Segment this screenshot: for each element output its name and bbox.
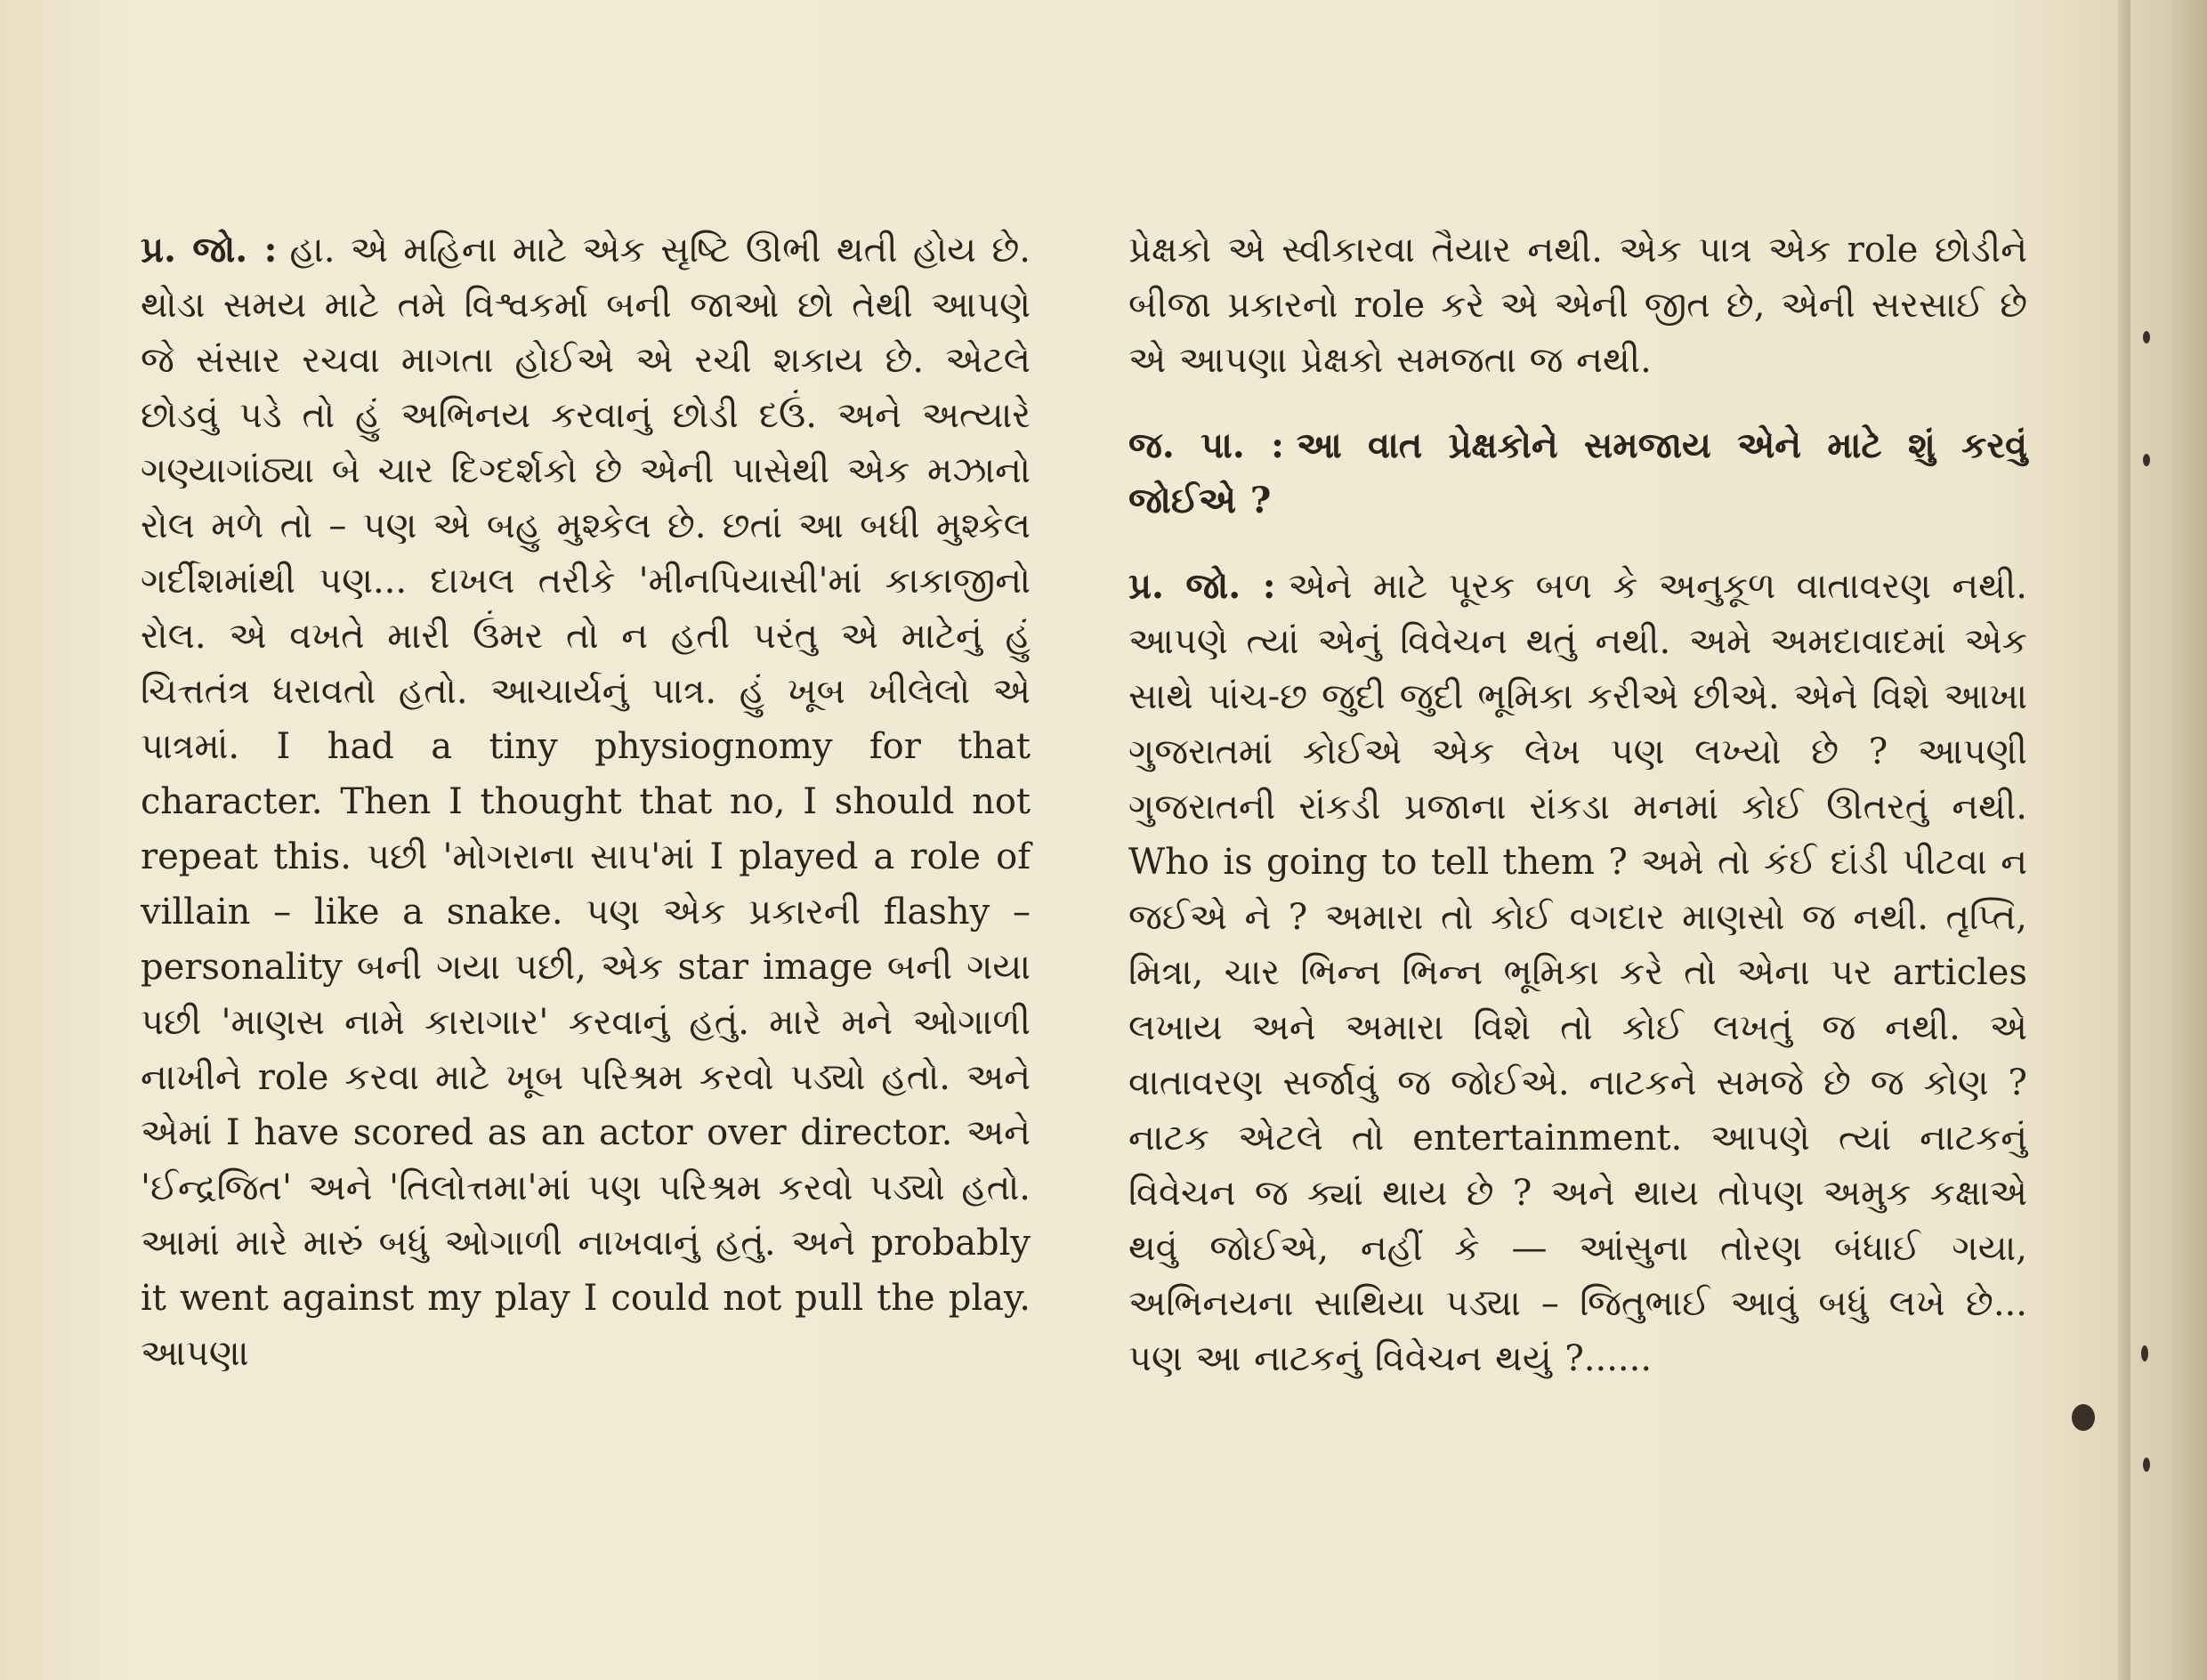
right-paragraph-question <box>1128 418 2027 529</box>
question-text: આ વાત પ્રેક્ષકોને સમજાય એને માટે શું કરવું જોઈએ ? <box>1128 424 2027 521</box>
paragraph-text: હા. એ મહિના માટે એક સૃષ્ટિ ઊભી થતી હોય છે. થોડા સમય માટે તમે વિશ્વકર્મા બની જાઓ છો તેથી આપણે જે સંસાર રચવા માગતા હોઈએ એ રચી શકાય છે. એટલે છોડવું પડે તો હું અભિનય કરવાનું છોડી દઉં. અને અત્યારે ગણ્યાગાંઠ્યા બે ચાર દિગ્દર્શકો છે એની પાસેથી એક મઝાનો રોલ મળે તો – પણ એ બહુ મુશ્કેલ છે. છતાં આ બધી મુશ્કેલ ગર્દીશમાંથી પણ... દાખલ તરીકે 'મીનપિયાસી'માં કાકાજીનો રોલ. એ વખતે મારી ઉંમર તો ન હતી પરંતુ એ માટેનું હું ચિત્તતંત્ર ધરાવતો હતો. આચાર્યનું પાત્ર. હું ખૂબ ખીલેલો એ પાત્રમાં. I had a tiny physiognomy for that character. Then I thought that no, I should not repeat this. પછી 'મોગરાના સાપ'માં I played a role of villain – like a snake. પણ એક પ્રકારની flashy – personality બની ગયા પછી, એક star image બની ગયા પછી 'માણસ નામે કારાગાર' કરવાનું હતું. મારે મને ઓગાળી નાખીને role કરવા માટે ખૂબ પરિશ્રમ કરવો પડ્યો હતો. અને એમાં I have scored as an actor over director. અને 'ઈન્દ્રજિત' અને 'તિલોત્તમા'માં પણ પરિશ્રમ કરવો પડ્યો હતો. આમાં મારે મારું બધું ઓગાળી નાખવાનું હતું. અને probably it went against my play I could not pull the play. આપણા <box>141 230 1031 1374</box>
right-page-edge <box>2118 0 2130 1680</box>
right-paragraph-answer <box>1128 559 2027 1386</box>
paragraph-text: એને માટે પૂરક બળ કે અનુકૂળ વાતાવરણ નથી. આપણે ત્યાં એનું વિવેચન થતું નથી. અમે અમદાવાદમાં એક સાથે પાંચ-છ જુદી જુદી ભૂમિકા કરીએ છીએ. એને વિશે આખા ગુજરાતમાં કોઈએ એક લેખ પણ લખ્યો છે ? આપણી ગુજરાતની રાંકડી પ્રજાના રાંકડા મનમાં કોઈ ઊતરતું નથી. Who is going to tell them ? અમે તો કંઈ દાંડી પીટવા ન જઈએ ને ? અમારા તો કોઈ વગદાર માણસો જ નથી. તૃપ્તિ, મિત્રા, ચાર ભિન્ન ભિન્ન ભૂમિકા કરે તો એના પર articles લખાય અને અમારા વિશે તો કોઈ લખતું જ નથી. એ વાતાવરણ સર્જાવું જ જોઈએ. નાટકને સમજે છે જ કોણ ? નાટક એટલે તો entertainment. આપણે ત્યાં નાટકનું વિવેચન જ ક્યાં થાય છે ? અને થાય તોપણ અમુક કક્ષાએ થવું જોઈએ, નહીં કે — આંસુના તોરણ બંધાઈ ગયા, અભિનયના સાથિયા પડ્યા – જિતુભાઈ આવું બધું લખે છે... પણ આ નાટકનું વિવેચન થયું ?...... <box>1128 566 2027 1379</box>
left-page-column <box>141 222 1031 1381</box>
speaker-label: પ્ર. જો. : <box>141 229 278 271</box>
left-paragraph-1 <box>141 222 1031 1381</box>
speaker-label: પ્ર. જો. : <box>1128 565 1276 607</box>
paragraph-text: પ્રેક્ષકો એ સ્વીકારવા તૈયાર નથી. એક પાત્ર એક role છોડીને બીજા પ્રકારનો role કરે એ એની જીત છે, એની સરસાઈ છે એ આપણા પ્રેક્ષકો સમજતા જ નથી. <box>1128 230 2027 381</box>
ink-speck <box>2143 331 2150 343</box>
ink-speck <box>2072 1404 2095 1431</box>
ink-speck <box>2143 454 2150 466</box>
far-right-page-edge <box>2171 0 2207 1680</box>
right-page-column <box>1128 222 2027 1386</box>
speaker-label: જ. પા. : <box>1128 424 1284 466</box>
ink-speck <box>2141 1345 2148 1361</box>
right-paragraph-1 <box>1128 222 2027 388</box>
ink-speck <box>2143 1458 2150 1472</box>
